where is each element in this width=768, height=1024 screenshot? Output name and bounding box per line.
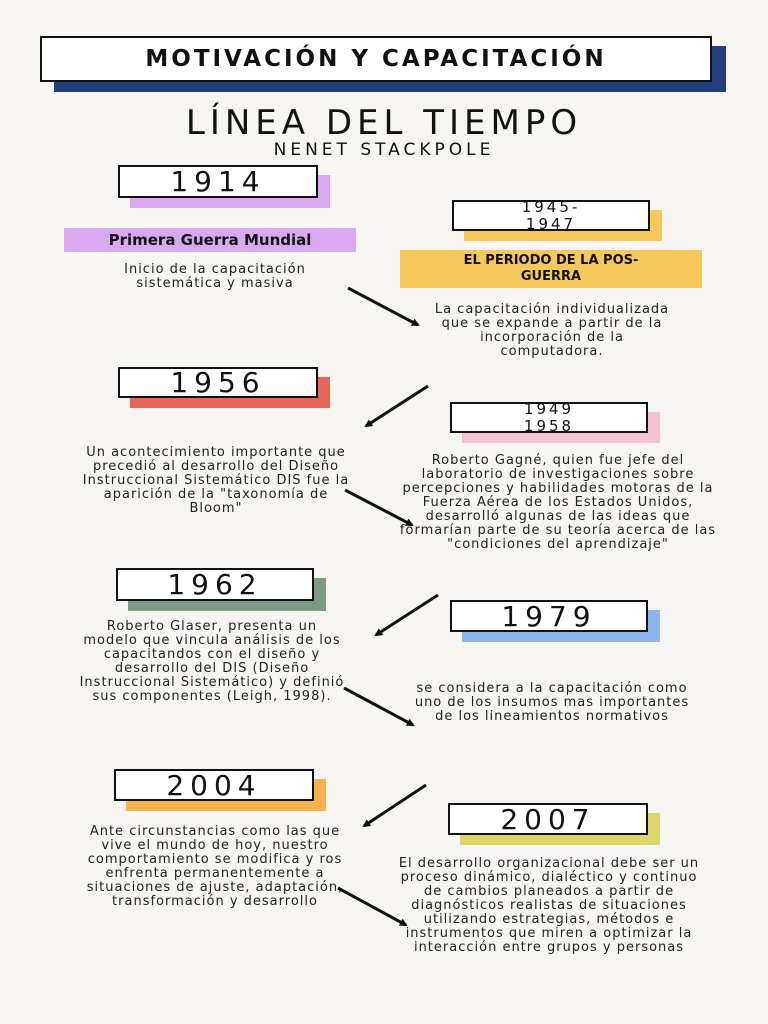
year-label: 2007 bbox=[448, 803, 648, 835]
year-label: 1962 bbox=[116, 568, 314, 601]
event-text-1956: Un acontecimiento importante que precedió al desarrollo del Diseño Instruccional Sistemático DIS fue la aparición de la "taxonomía de Bloom" bbox=[82, 445, 350, 516]
arrow-1949-to-1962 bbox=[376, 595, 438, 635]
year-label: 2004 bbox=[114, 769, 314, 801]
year-label: 1945- 1947 bbox=[452, 200, 650, 231]
event-text-2004: Ante circunstancias como las que vive el mundo de hoy, nuestro comportamiento se modifica y ros enfrenta permanentemente a situaciones de ajuste, adaptación, transformación y desarrollo bbox=[86, 824, 344, 909]
year-label: 1949 1958 bbox=[450, 402, 648, 433]
arrow-1914-to-1945 bbox=[348, 288, 418, 325]
author-name: NENET STACKPOLE bbox=[273, 140, 495, 160]
year-label: 1956 bbox=[118, 367, 318, 398]
event-text-1914: Inicio de la capacitación sistemática y masiva bbox=[124, 262, 306, 291]
event-text-2007: El desarrollo organizacional debe ser un proceso dinámico, dialéctico y continuo de cambios planeados a partir de diagnósticos realistas de situaciones utilizando estrategias, métodos e instrumentos que miren a optimizar la interacción entre grupos y personas bbox=[398, 856, 700, 955]
event-text-1945: La capacitación individualizada que se expande a partir de la incorporación de la computadora. bbox=[434, 302, 670, 359]
page-title: LÍNEA DEL TIEMPO bbox=[185, 103, 583, 143]
event-tag-1914: Primera Guerra Mundial bbox=[64, 228, 356, 252]
arrow-2004-to-2007 bbox=[338, 888, 406, 925]
event-text-1979: se considera a la capacitación como uno de los insumos mas importantes de los lineamientos normativos bbox=[414, 681, 690, 724]
banner-title: MOTIVACIÓN Y CAPACITACIÓN bbox=[40, 36, 712, 82]
event-text-1962: Roberto Glaser, presenta un modelo que vincula análisis de los capacitandos con el diseño y desarrollo del DIS (Diseño Instruccional Sistemático) y definió sus componentes (Leigh, 1998). bbox=[79, 619, 345, 704]
year-label: 1914 bbox=[118, 165, 318, 198]
arrow-1962-to-1979 bbox=[344, 688, 413, 725]
year-label: 1979 bbox=[450, 600, 648, 632]
arrow-1945-to-1956 bbox=[366, 386, 428, 426]
arrow-1979-to-2004 bbox=[364, 785, 426, 826]
event-tag-1945: EL PERIODO DE LA POS- GUERRA bbox=[400, 250, 702, 288]
arrow-1956-to-1949 bbox=[345, 490, 412, 525]
event-text-1949: Roberto Gagné, quien fue jefe del laboratorio de investigaciones sobre percepciones y habilidades motoras de la Fuerza Aérea de los Estados Unidos, desarrolló algunas de las ideas que formarían parte de su teoría acerca de las "condiciones del aprendizaje" bbox=[399, 453, 717, 552]
